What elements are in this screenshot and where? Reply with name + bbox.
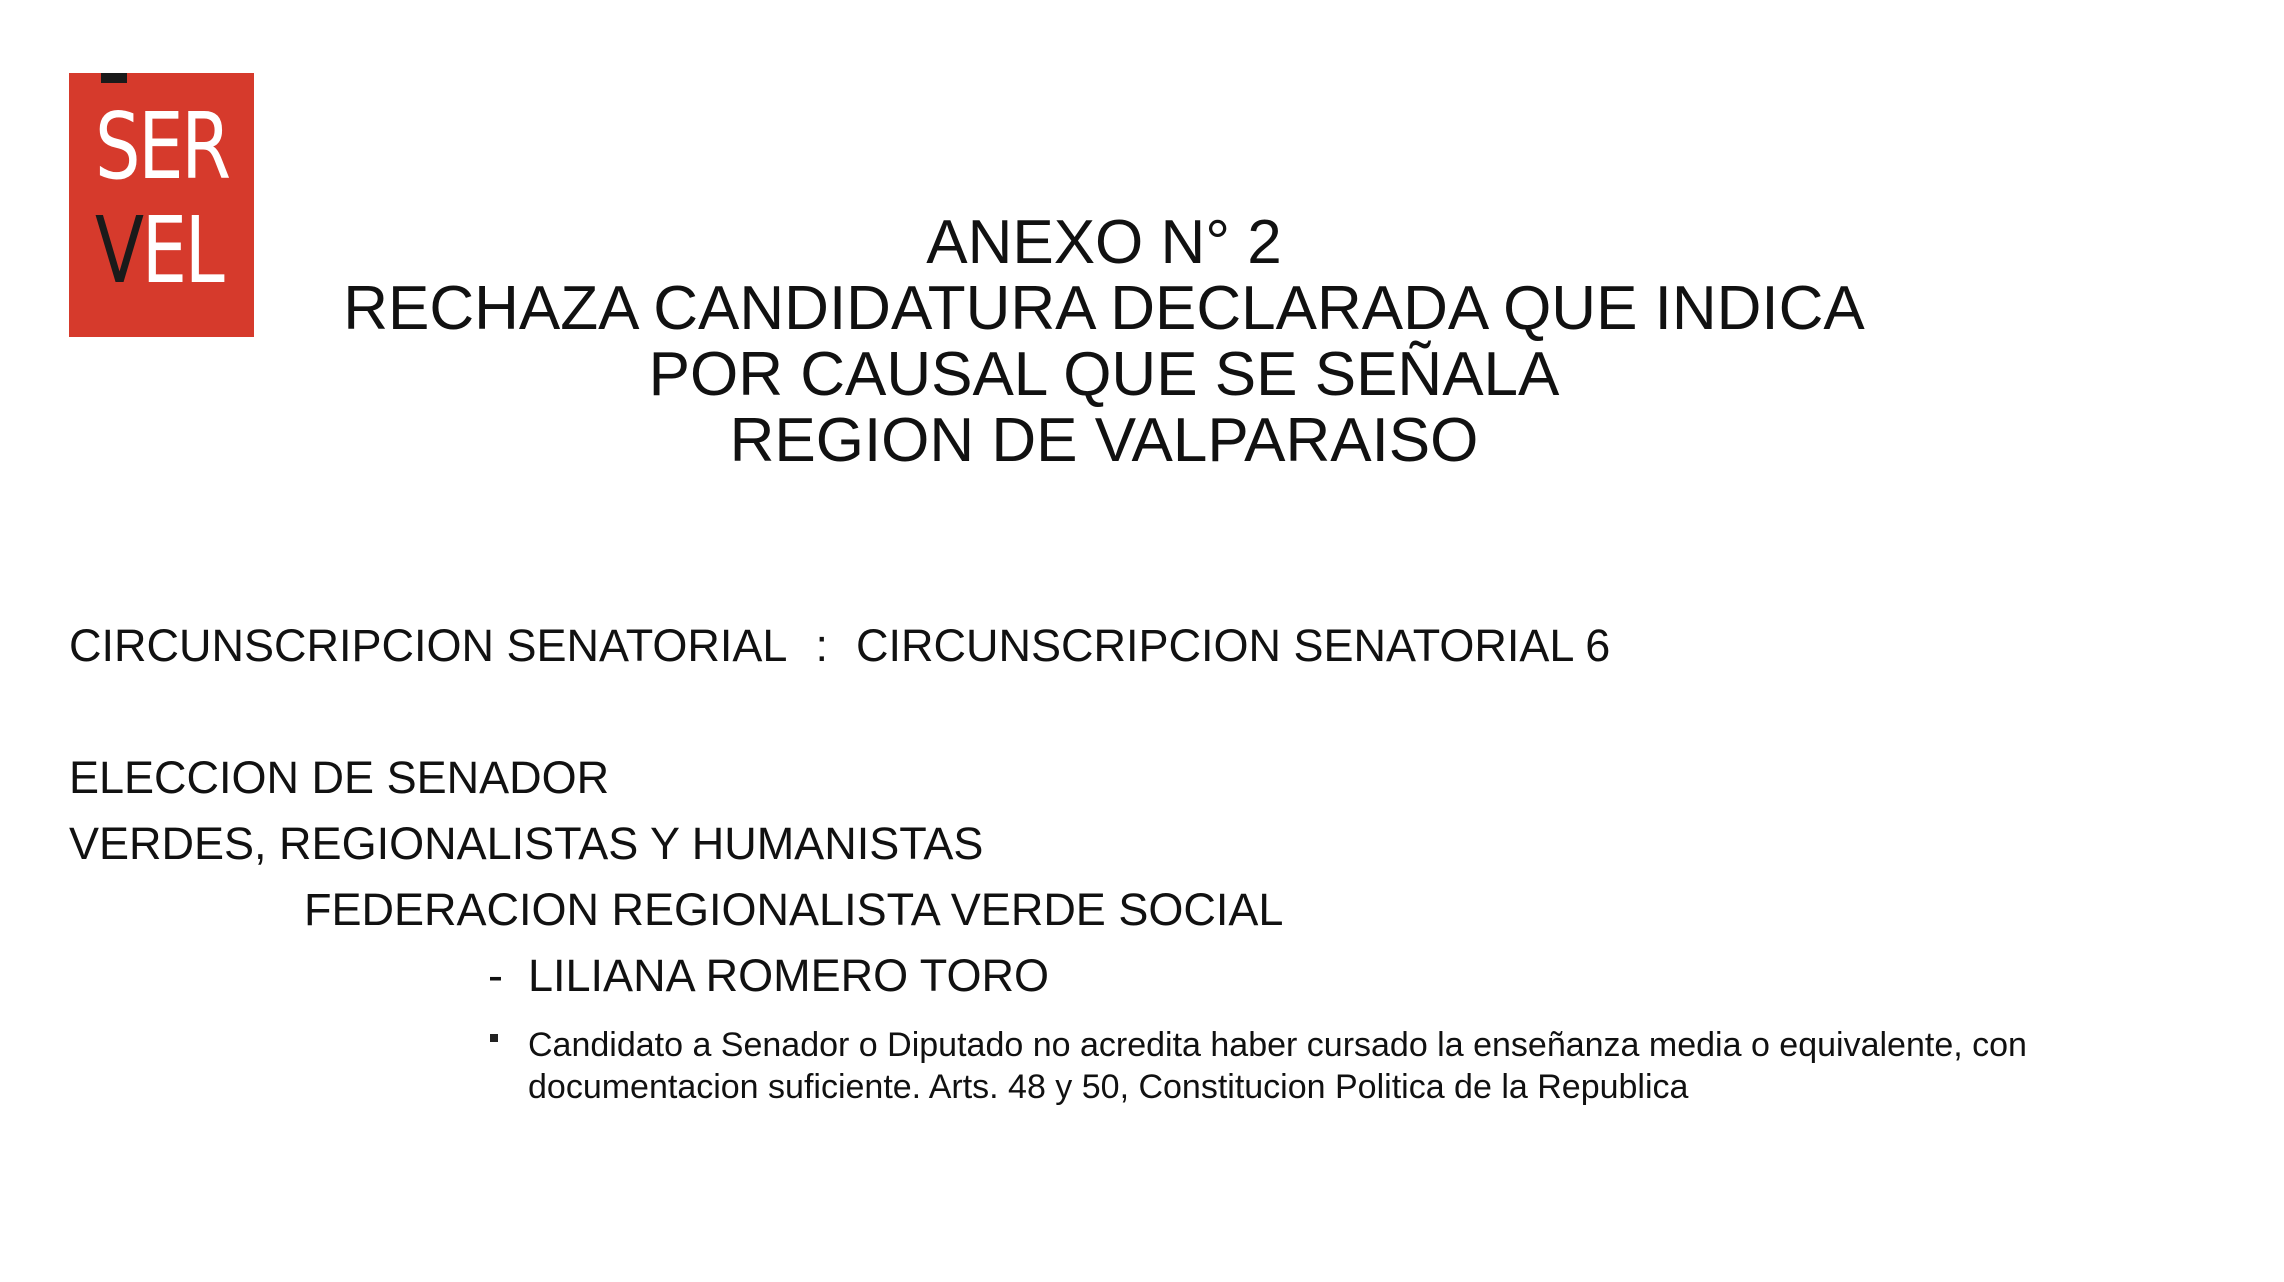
logo-text-el: EL: [141, 197, 223, 304]
circunscripcion-row: [69, 620, 1610, 672]
pact-name: VERDES, REGIONALISTAS Y HUMANISTAS: [69, 818, 984, 869]
title-resolution: RECHAZA CANDIDATURA DECLARADA QUE INDICA: [343, 274, 1865, 343]
cause-bullet-icon: [490, 1034, 498, 1042]
candidate-row: [488, 950, 1049, 1002]
logo-text-line2: [95, 197, 223, 304]
election-type: ELECCION DE SENADOR: [69, 752, 610, 803]
servel-logo: [69, 73, 254, 337]
candidate-dash: -: [488, 950, 503, 1001]
party-name: FEDERACION REGIONALISTA VERDE SOCIAL: [304, 884, 1284, 935]
title-cause: POR CAUSAL QUE SE SEÑALA: [648, 340, 1560, 409]
rejection-cause: Candidato a Senador o Diputado no acredita haber cursado la enseñanza media o equivalente, con documentacion suficiente. Arts. 48 y 50, Constitucion Politica de la Republica: [528, 1026, 2027, 1106]
title-region: REGION DE VALPARAISO: [729, 406, 1479, 475]
candidate-name: LILIANA ROMERO TORO: [528, 950, 1049, 1001]
logo-text-v: V: [95, 197, 142, 304]
circunscripcion-label: CIRCUNSCRIPCION SENATORIAL: [69, 620, 788, 671]
circunscripcion-separator: :: [815, 620, 828, 671]
title-annex: ANEXO N° 2: [926, 208, 1282, 277]
logo-tab: [101, 73, 127, 83]
document-title: [254, 210, 1954, 474]
circunscripcion-value: CIRCUNSCRIPCION SENATORIAL 6: [855, 620, 1611, 671]
logo-text-line1: SER: [95, 93, 229, 200]
